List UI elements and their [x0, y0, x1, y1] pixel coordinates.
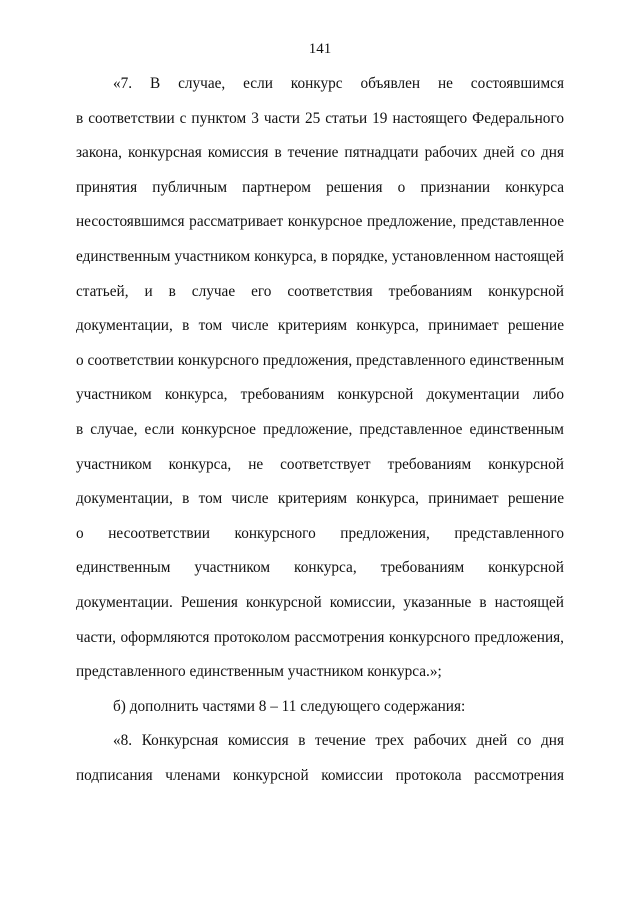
body-line: б) дополнить частями 8 – 11 следующего содержания:	[113, 697, 466, 715]
body-line: части, оформляются протоколом рассмотрения конкурсного предложения,	[76, 628, 564, 646]
body-line: участником конкурса, не соответствует требованиям конкурсной	[76, 455, 564, 473]
body-line: несостоявшимся рассматривает конкурсное предложение, представленное	[76, 213, 564, 231]
body-line: в соответствии с пунктом 3 части 25 статьи 19 настоящего Федерального	[76, 109, 564, 127]
body-line: представленного единственным участником конкурса.»;	[76, 663, 442, 681]
body-line: документации. Решения конкурсной комиссии, указанные в настоящей	[76, 593, 564, 611]
body-line: участником конкурса, требованиям конкурсной документации либо	[76, 386, 564, 404]
body-line: документации, в том числе критериям конкурса, принимает решение	[76, 317, 564, 335]
body-line: единственным участником конкурса, в порядке, установленном настоящей	[76, 247, 564, 265]
body-line: о несоответствии конкурсного предложения, представленного	[76, 524, 564, 542]
body-line: принятия публичным партнером решения о признании конкурса	[76, 178, 564, 196]
body-line: статьей, и в случае его соответствия требованиям конкурсной	[76, 282, 564, 300]
body-line: «7. В случае, если конкурс объявлен не состоявшимся	[113, 75, 564, 92]
document-body	[76, 75, 564, 801]
body-line: подписания членами конкурсной комиссии протокола рассмотрения	[76, 766, 564, 784]
body-line: закона, конкурсная комиссия в течение пятнадцати рабочих дней со дня	[76, 144, 564, 162]
body-line: о соответствии конкурсного предложения, представленного единственным	[76, 351, 564, 369]
body-line: документации, в том числе критериям конкурса, принимает решение	[76, 490, 564, 508]
page-number: 141	[308, 41, 332, 57]
body-line: в случае, если конкурсное предложение, представленное единственным	[76, 420, 564, 438]
body-line: единственным участником конкурса, требованиям конкурсной	[76, 559, 564, 577]
body-line: «8. Конкурсная комиссия в течение трех рабочих дней со дня	[113, 732, 564, 750]
